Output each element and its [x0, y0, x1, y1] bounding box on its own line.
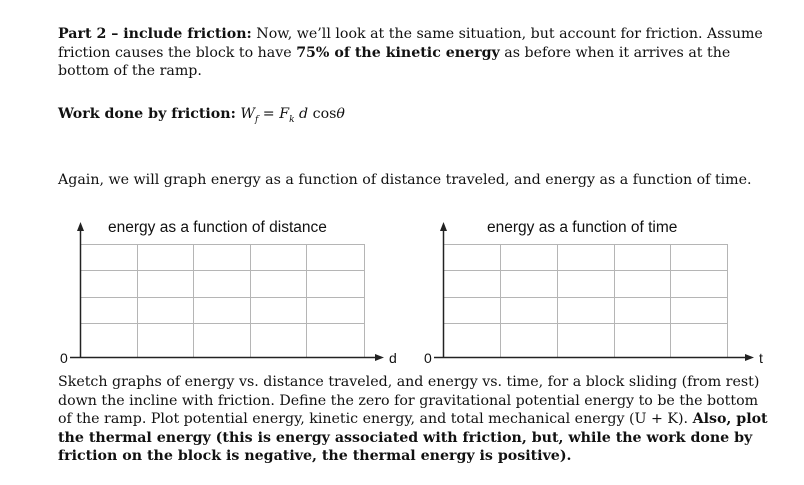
formula-equals: =: [258, 106, 280, 122]
left-y-arrowhead: [77, 222, 84, 231]
intro-text-b: as before when it arrives at the bottom of the ramp.: [58, 44, 731, 80]
formula-theta: θ: [336, 106, 345, 122]
formula-f-sub: k: [289, 114, 295, 125]
left-origin-label: 0: [60, 350, 68, 366]
left-graph: [70, 222, 384, 361]
left-x-arrowhead: [375, 354, 384, 361]
right-graph: [434, 222, 754, 361]
work-label: Work done by friction:: [58, 106, 236, 122]
intro-text-a: Now, we’ll look at the same situation, but account for friction. Assume friction causes the block to have: [58, 26, 763, 61]
left-graph-title: energy as a function of distance: [108, 219, 327, 236]
formula-cos: cos: [312, 106, 337, 122]
sketch-text: Sketch graphs of energy vs. distance traveled, and energy vs. time, for a block sliding (from rest) down the incline with friction. Define the zero for gravitational potential energy to be the bottom of the ramp. Plot potential energy, kinetic energy, and total mechanical energy (U + K).: [58, 374, 760, 428]
part-heading: Part 2 – include friction:: [58, 26, 252, 42]
sketch-instructions: [58, 373, 770, 466]
again-sentence: Again, we will graph energy as a function of distance traveled, and energy as a function of time.: [58, 172, 752, 188]
kinetic-energy-emphasis: 75% of the kinetic energy: [296, 44, 500, 61]
thermal-energy-instruction: Also, plot the thermal energy (this is energy associated with friction, but, while the work done by friction on the block is negative, the thermal energy is positive).: [58, 411, 768, 465]
right-graph-title: energy as a function of time: [487, 219, 678, 236]
right-x-arrowhead: [745, 354, 754, 361]
right-grid: [444, 244, 728, 357]
formula-w: W: [240, 106, 255, 122]
t-axis-label: t: [759, 350, 763, 366]
right-origin-label: 0: [424, 350, 432, 366]
formula-d: d: [294, 106, 313, 122]
left-grid: [81, 244, 365, 357]
d-axis-label: d: [389, 350, 397, 366]
formula-w-sub: f: [254, 114, 259, 125]
formula-f: F: [279, 106, 290, 122]
right-y-arrowhead: [440, 222, 447, 231]
